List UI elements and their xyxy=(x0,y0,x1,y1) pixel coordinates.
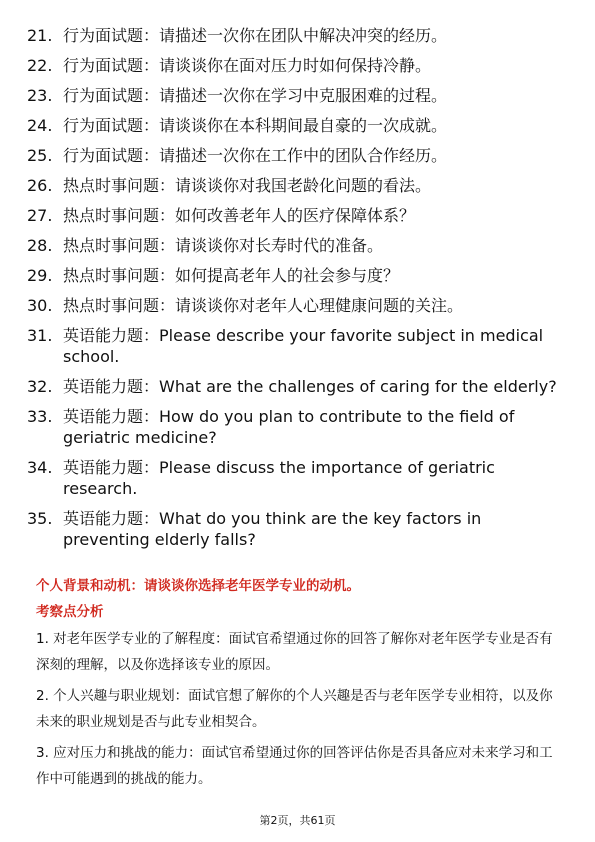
analysis-section xyxy=(36,577,561,792)
question-number: 35. xyxy=(27,509,53,528)
analysis-point: 2. 个人兴趣与职业规划：面试官想了解你的个人兴趣是否与老年医学专业相符，以及你未来的职业规划是否与此专业相契合。 xyxy=(36,688,553,730)
section-subtitle: 考察点分析 xyxy=(36,604,104,620)
question-item xyxy=(27,407,567,448)
question-item xyxy=(27,296,567,316)
question-number: 25. xyxy=(27,146,53,165)
analysis-point: 1. 对老年医学专业的了解程度：面试官希望通过你的回答了解你对老年医学专业是否有深刻的理解，以及你选择该专业的原因。 xyxy=(36,631,553,673)
question-text: 行为面试题：请谈谈你在面对压力时如何保持冷静。 xyxy=(63,56,432,75)
question-text: 热点时事问题：如何改善老年人的医疗保障体系？ xyxy=(63,206,416,225)
question-item xyxy=(27,509,567,550)
question-text: 行为面试题：请描述一次你在团队中解决冲突的经历。 xyxy=(63,26,448,45)
question-number: 34. xyxy=(27,458,53,477)
question-text: 英语能力题：How do you plan to contribute to the field of geriatric medicine? xyxy=(63,407,515,447)
question-text: 行为面试题：请描述一次你在工作中的团队合作经历。 xyxy=(63,146,448,165)
question-number: 29. xyxy=(27,266,53,285)
question-number: 28. xyxy=(27,236,53,255)
page-footer: 第2页，共61页 xyxy=(259,814,336,827)
question-text: 行为面试题：请描述一次你在学习中克服困难的过程。 xyxy=(63,86,448,105)
question-item xyxy=(27,326,567,367)
question-item xyxy=(27,56,567,76)
question-number: 23. xyxy=(27,86,53,105)
question-number: 22. xyxy=(27,56,53,75)
section-title: 个人背景和动机：请谈谈你选择老年医学专业的动机。 xyxy=(36,578,360,594)
question-text: 热点时事问题：请谈谈你对老年人心理健康问题的关注。 xyxy=(63,296,464,315)
question-text: 英语能力题：Please describe your favorite subject in medical school. xyxy=(63,326,544,366)
question-text: 热点时事问题：如何提高老年人的社会参与度？ xyxy=(63,266,400,285)
question-number: 31. xyxy=(27,326,53,345)
question-number: 33. xyxy=(27,407,53,426)
question-item xyxy=(27,458,567,499)
question-number: 24. xyxy=(27,116,53,135)
question-item xyxy=(27,377,567,397)
question-number: 26. xyxy=(27,176,53,195)
question-list xyxy=(27,26,567,560)
question-text: 热点时事问题：请谈谈你对我国老龄化问题的看法。 xyxy=(63,176,432,195)
question-text: 英语能力题：What do you think are the key factors in preventing elderly falls? xyxy=(63,509,482,549)
question-item xyxy=(27,206,567,226)
question-text: 英语能力题：Please discuss the importance of geriatric research. xyxy=(63,458,495,498)
question-number: 21. xyxy=(27,26,53,45)
question-number: 27. xyxy=(27,206,53,225)
question-text: 英语能力题：What are the challenges of caring for the elderly? xyxy=(63,377,557,396)
question-text: 行为面试题：请谈谈你在本科期间最自豪的一次成就。 xyxy=(63,116,448,135)
question-item xyxy=(27,146,567,166)
question-item xyxy=(27,86,567,106)
question-item xyxy=(27,236,567,256)
question-number: 30. xyxy=(27,296,53,315)
question-text: 热点时事问题：请谈谈你对长寿时代的准备。 xyxy=(63,236,384,255)
question-item xyxy=(27,266,567,286)
question-item xyxy=(27,116,567,136)
analysis-point: 3. 应对压力和挑战的能力：面试官希望通过你的回答评估你是否具备应对未来学习和工作中可能遇到的挑战的能力。 xyxy=(36,745,553,787)
question-number: 32. xyxy=(27,377,53,396)
question-item xyxy=(27,26,567,46)
question-item xyxy=(27,176,567,196)
